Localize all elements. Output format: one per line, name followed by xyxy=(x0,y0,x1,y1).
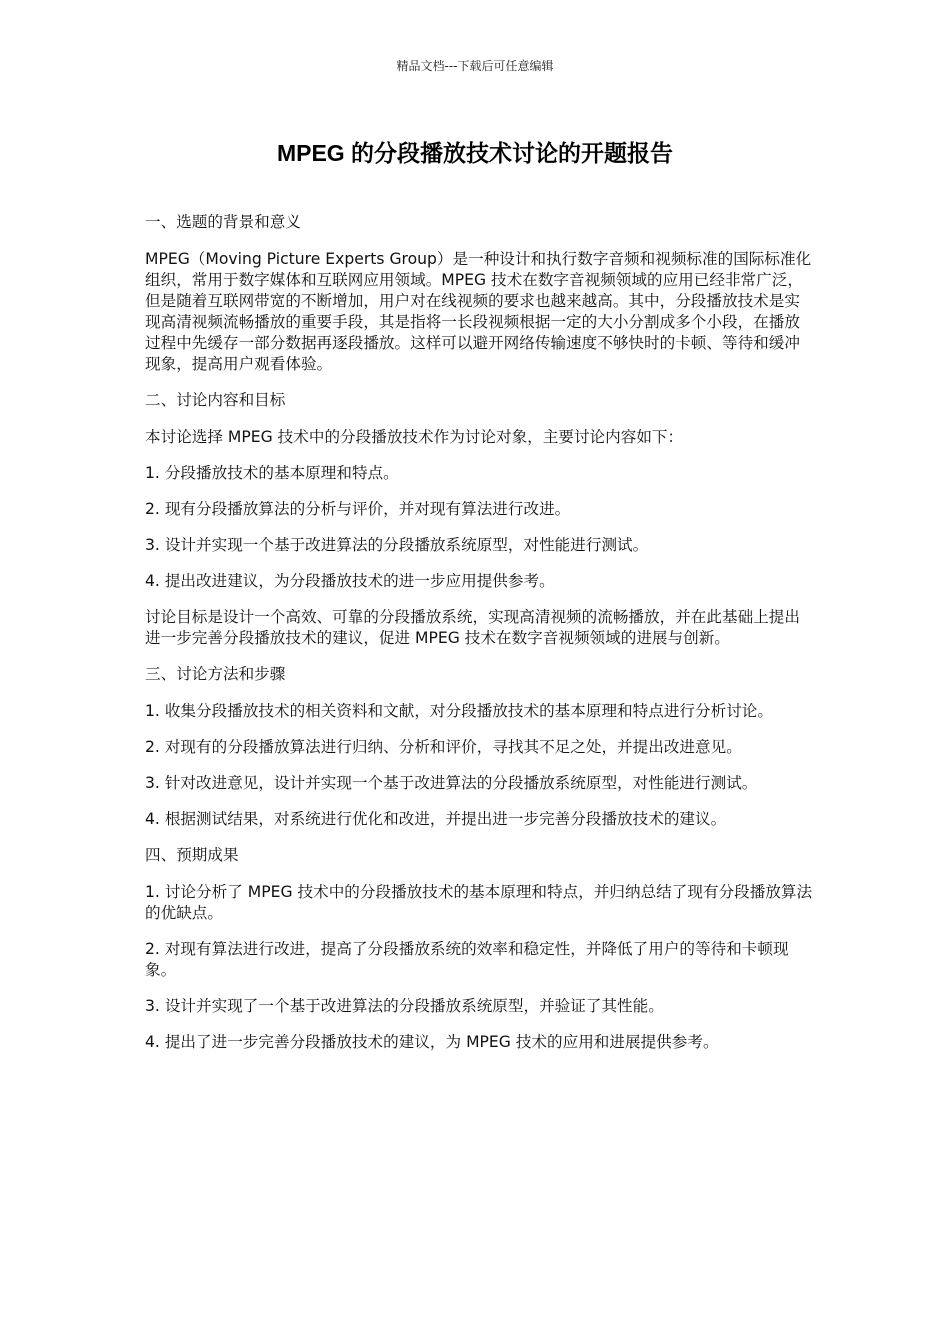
section-expected-results xyxy=(145,845,815,1053)
section-background xyxy=(145,212,815,375)
list-item: 2. 对现有算法进行改进，提高了分段播放系统的效率和稳定性，并降低了用户的等待和卡顿现象。 xyxy=(145,940,789,979)
section-heading: 四、预期成果 xyxy=(145,846,239,864)
list-item: 3. 针对改进意见，设计并实现一个基于改进算法的分段播放系统原型，对性能进行测试。 xyxy=(145,774,758,792)
document-title: MPEG 的分段播放技术讨论的开题报告 xyxy=(276,140,674,166)
list-item: 2. 现有分段播放算法的分析与评价，并对现有算法进行改进。 xyxy=(145,500,571,518)
paragraph: 讨论目标是设计一个高效、可靠的分段播放系统，实现高清视频的流畅播放，并在此基础上提出进一步完善分段播放技术的建议，促进 MPEG 技术在数字音视频领域的进展与创新。 xyxy=(145,608,800,647)
list-item: 1. 讨论分析了 MPEG 技术中的分段播放技术的基本原理和特点，并归纳总结了现有分段播放算法的优缺点。 xyxy=(145,883,813,922)
list-item: 3. 设计并实现一个基于改进算法的分段播放系统原型，对性能进行测试。 xyxy=(145,536,649,554)
header-note: 精品文档---下载后可任意编辑 xyxy=(396,59,554,73)
list-item: 4. 提出了进一步完善分段播放技术的建议，为 MPEG 技术的应用和进展提供参考。 xyxy=(145,1033,719,1051)
section-heading: 三、讨论方法和步骤 xyxy=(145,665,286,683)
paragraph: MPEG（Moving Picture Experts Group）是一种设计和执行数字音频和视频标准的国际标准化组织，常用于数字媒体和互联网应用领域。MPEG 技术在数字音视频领域的应用已经非常广泛，但是随着互联网带宽的不断增加，用户对在线视频的要求也越来越高。其中，分段播放技术是实现高清视频流畅播放的重要手段，其是指将一长段视频根据一定的大小分割成多个小段，在播放过程中先缓存一部分数据再逐段播放。这样可以避开网络传输速度不够快时的卡顿、等待和缓冲现象，提高用户观看体验。 xyxy=(145,250,812,373)
list-item: 2. 对现有的分段播放算法进行归纳、分析和评价，寻找其不足之处，并提出改进意见。 xyxy=(145,738,742,756)
document-body xyxy=(145,212,815,1068)
list-item: 3. 设计并实现了一个基于改进算法的分段播放系统原型，并验证了其性能。 xyxy=(145,997,664,1015)
section-methods-steps xyxy=(145,664,815,830)
section-heading: 一、选题的背景和意义 xyxy=(145,213,301,231)
paragraph: 本讨论选择 MPEG 技术中的分段播放技术作为讨论对象，主要讨论内容如下： xyxy=(145,428,684,446)
list-item: 1. 收集分段播放技术的相关资料和文献，对分段播放技术的基本原理和特点进行分析讨论。 xyxy=(145,702,773,720)
section-content-goals xyxy=(145,390,815,649)
section-heading: 二、讨论内容和目标 xyxy=(145,391,286,409)
list-item: 4. 根据测试结果，对系统进行优化和改进，并提出进一步完善分段播放技术的建议。 xyxy=(145,810,727,828)
list-item: 1. 分段播放技术的基本原理和特点。 xyxy=(145,464,399,482)
list-item: 4. 提出改进建议，为分段播放技术的进一步应用提供参考。 xyxy=(145,572,555,590)
